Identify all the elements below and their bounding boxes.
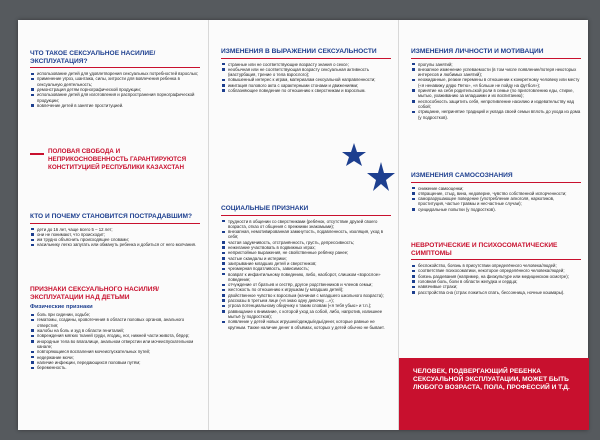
panel-middle	[208, 20, 399, 430]
section-signs	[30, 286, 200, 370]
list-item: боязнь раздевания (например, на физкультуре или медицинском осмотре);	[411, 274, 581, 279]
list-item: снижение самооценки;	[411, 186, 581, 191]
list-item: дети до 16 лет, чаще всего 5 – 12 лет;	[30, 227, 200, 232]
list-personality	[411, 62, 581, 120]
list-item: инородные тела во влагалище, анальном отверстии или мочеиспускательном канале;	[30, 339, 200, 350]
list-item: недержание мочи;	[30, 355, 200, 360]
heading-underline	[411, 182, 581, 183]
list-item: отвращение, стыд, вина, недоверие, чувство собственной испорченности;	[411, 191, 581, 196]
list-item: принятие на себя родительской роли в семье (по приготовлению еды, стирке, мытью, ухаживанию за младшими и их воспитанию);	[411, 88, 581, 99]
list-item: неспособность защитить себя, непротивление насилию и издевательству над собой;	[411, 99, 581, 110]
heading-underline	[411, 259, 581, 260]
list-item: повторяющиеся воспаления мочеиспускательных путей;	[30, 349, 200, 354]
list-item: появление у детей новых игрушек/одежды/еды/денег, которые равные не крупным. Также наличие денег в объёмах, которых у детей обычно не бывает.	[221, 319, 391, 330]
list-social	[221, 219, 391, 330]
list-who	[30, 227, 200, 248]
section-personality	[411, 48, 581, 120]
list-item: использование детей для изготовления и распространения порнографической продукции;	[30, 92, 200, 103]
star-icon	[367, 162, 395, 191]
list-item: демонстрация детям порнографической продукции;	[30, 87, 200, 92]
list-item: частая задумчивость, отстранённость, грусть, депрессивность;	[221, 240, 391, 245]
list-item: раввищание к внимание, с которой уход за собой, либо, напротив, излишнее мытьё (у подростков);	[221, 309, 391, 320]
warning-text: ЧЕЛОВЕК, ПОДВЕРГАЮЩИЙ РЕБЕНКА СЕКСУАЛЬНОЙ ЭКСПЛУАТАЦИИ, МОЖЕТ БЫТЬ ЛЮБОГО ВОЗРАСТА, ПОЛА, ПРОФЕССИЙ И Т.Д.	[413, 368, 570, 391]
list-item: повышенный интерес к играм, материалам сексуальной направленности;	[221, 77, 391, 82]
list-item: навязчивые страхи;	[411, 284, 581, 289]
list-neurotic	[411, 263, 581, 295]
list-item: соблазняющее поведение по отношению к сверстникам и взрослым.	[221, 88, 391, 93]
constitution-quote: ПОЛОВАЯ СВОБОДА И НЕПРИКОСНОВЕННОСТЬ ГАРАНТИРУЮТСЯ КОНСТИТУЦИЕЙ РЕСПУБЛИКИ КАЗАХСТАН	[48, 148, 187, 171]
section-social	[221, 205, 391, 330]
list-item: двойственное чувство к взрослым (начиная с младшего школьного возраста);	[221, 293, 391, 298]
list-what-is	[30, 71, 200, 108]
list-sexuality	[221, 62, 391, 94]
list-item: суицидальные попытки (у подростков).	[411, 207, 581, 212]
list-item: жестокость по отношению к игрушкам (у младших детей);	[221, 287, 391, 292]
list-item: неожиданные, резкие перемены в отношении к конкретному человеку или месту («я ненавижу дядю Петю», «я больше не пойду на футбол»);	[411, 77, 581, 88]
section-neurotic	[411, 242, 581, 295]
list-item: головная боль, боли в области желудка и сердца;	[411, 279, 581, 284]
list-item: гематомы, ссадины, кровотечения в области половых органов, анального отверстия;	[30, 317, 200, 328]
list-item: странные или не соответствующие возрасту знания о сексе;	[221, 62, 391, 67]
panel-right	[398, 20, 589, 430]
heading-underline	[411, 58, 581, 59]
subheading-physical: Физические признаки	[30, 304, 93, 311]
section-what-is	[30, 50, 200, 108]
list-item: беременность.	[30, 365, 200, 370]
list-item: повреждения мягких тканей груди, ягодиц, ног, нижней части живота, бёдер;	[30, 333, 200, 338]
list-physical	[30, 312, 200, 370]
heading-underline	[30, 223, 200, 224]
list-item: нежелание участвовать в подвижных играх;	[221, 245, 391, 250]
brochure	[18, 20, 588, 430]
quote-accent-bar	[30, 153, 44, 155]
heading-neurotic: НЕВРОТИЧЕСКИЕ И ПСИХОСОМАТИЧЕСКИЕ СИМПТОМЫ	[411, 242, 558, 257]
list-item: необычная или не соответствующая возрасту сексуальная активность (мастурбация, трение о тела взрослого);	[221, 67, 391, 78]
list-item: непристойные выражения, не свойственные ребёнку ранее;	[221, 250, 391, 255]
list-item: вовлечение детей в занятие проституцией.	[30, 103, 200, 108]
list-item: наличие инфекции, передающихся половым путём;	[30, 360, 200, 365]
section-who	[30, 213, 200, 248]
heading-signs: ПРИЗНАКИ СЕКСУАЛЬНОГО НАСИЛИЯ/ЭКСПЛУАТАЦИИ НАД ДЕТЬМИ	[30, 286, 160, 301]
list-item: насильнику легко запугать или обмануть ребенка и добиться от него молчания.	[30, 242, 200, 247]
warning-box	[399, 358, 589, 430]
star-icon	[342, 143, 366, 166]
list-item: прогулы занятий;	[411, 62, 581, 67]
list-item: отчуждение от братьев и сестёр, другое родственников и членов семьи;	[221, 282, 391, 287]
list-item: внезапное изменение успеваемости (в том числе появление/потеря некоторых интересов и любимых занятий);	[411, 67, 581, 78]
list-item: применение угроз, шантажа, силы, хитрости для вовлечения ребенка в сексуальную деятельность;	[30, 76, 200, 87]
heading-underline	[221, 58, 391, 59]
list-item: использование детей для удовлетворения сексуальных потребностей взрослых;	[30, 71, 200, 76]
list-item: расстройства сна (страх ложиться спать, бессонница, ночные кошмары).	[411, 290, 581, 295]
list-item: рассказы в третьем лице («я знаю одну девочку ...»);	[221, 298, 391, 303]
list-item: им трудно объяснить происходящее словами;	[30, 237, 200, 242]
list-item: угроза потенциальному обидчику к таким словам («я тебя убью» и т.п.);	[221, 303, 391, 308]
list-item: внезапная, немотивированная замкнутость, подавленность, изоляция, уход в себя;	[221, 229, 391, 240]
heading-what-is: ЧТО ТАКОЕ СЕКСУАЛЬНОЕ НАСИЛИЕ/ЭКСПЛУАТАЦИЯ?	[30, 50, 156, 65]
section-self-awareness	[411, 172, 581, 212]
list-item: саморазрушающее поведение (употребление алкоголя, наркотиков, проституция, частые травмы и несчастные случаи);	[411, 196, 581, 207]
section-sexuality	[221, 48, 391, 93]
heading-sexuality: ИЗМЕНЕНИЯ В ВЫРАЖЕНИИ СЕКСУАЛЬНОСТИ	[221, 48, 377, 55]
list-item: они не понимают, что происходит;	[30, 232, 200, 237]
heading-personality: ИЗМЕНЕНИЯ ЛИЧНОСТИ И МОТИВАЦИИ	[411, 48, 544, 55]
heading-self-awareness: ИЗМЕНЕНИЯ САМОСОЗНАНИЯ	[411, 172, 513, 179]
panel-left	[18, 20, 208, 430]
heading-social: СОЦИАЛЬНЫЕ ПРИЗНАКИ	[221, 205, 309, 212]
list-item: заигрывание младших детей и сверстников;	[221, 261, 391, 266]
list-item: чрезмерная податливость, зависимость;	[221, 266, 391, 271]
list-item: частые скандалы и истерики;	[221, 256, 391, 261]
list-item: отрицание, непринятие традиций и уклада своей семьи вплоть до ухода из дома (у подростков).	[411, 109, 581, 120]
heading-underline	[30, 67, 200, 68]
list-item: жалобы на боль и зуд в области гениталий;	[30, 328, 200, 333]
list-item: беспокойство, боязнь в присутствии определённого человека/людей;	[411, 263, 581, 268]
heading-underline	[221, 215, 391, 216]
list-item: возврат к инфантильному поведению, либо, наоборот, слишком «взрослое» поведение;	[221, 272, 391, 283]
list-item: соответствие психосоматики, некоторое определённого человека/людей;	[411, 268, 581, 273]
list-self-awareness	[411, 186, 581, 212]
list-item: боль при сидении, ходьбе;	[30, 312, 200, 317]
list-item: трудности в общении со сверстниками (ребёнок, отсутствие друзей своего возраста, отказ от общения с прежними знакомыми);	[221, 219, 391, 230]
heading-who: КТО И ПОЧЕМУ СТАНОВИТСЯ ПОСТРАДАВШИМ?	[30, 213, 193, 220]
list-item: имитация полового акта с характерными стонами и движениями;	[221, 83, 391, 88]
